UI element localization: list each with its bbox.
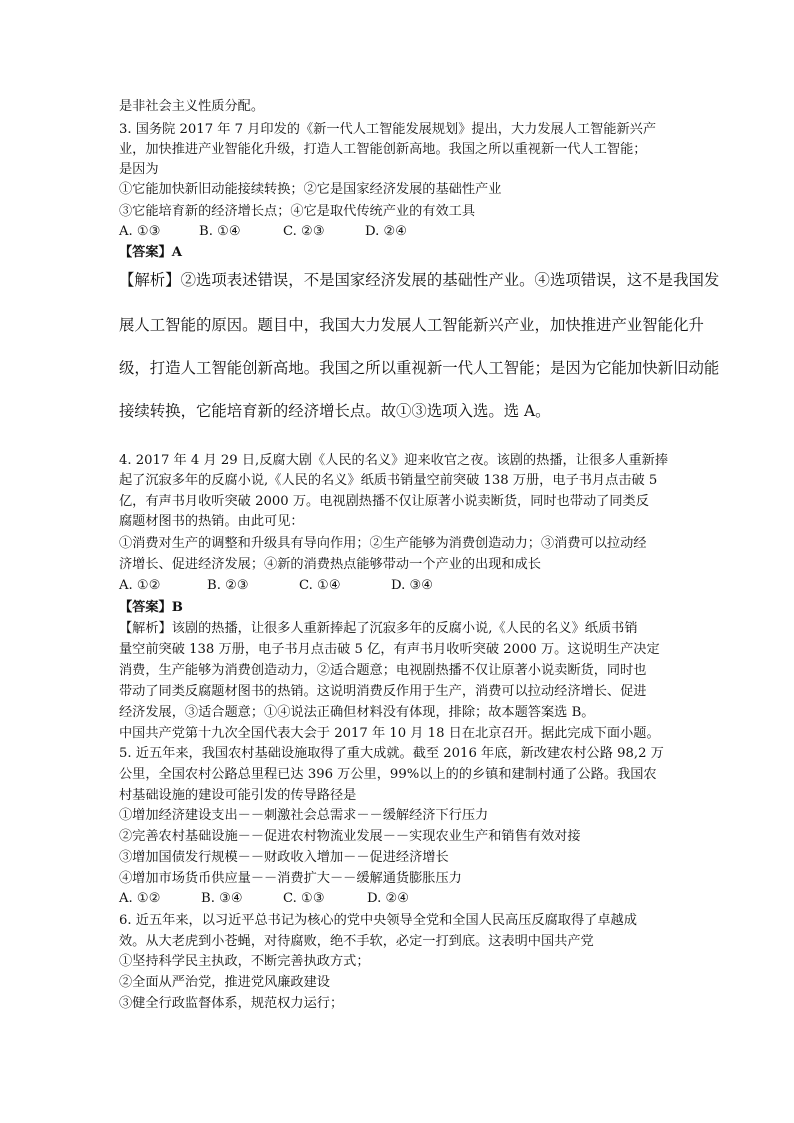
q3-option-a: A. ①③ (119, 224, 161, 239)
intro-text: 是非社会主义性质分配。 (119, 99, 265, 114)
q4-option-d: D. ③④ (391, 578, 434, 593)
q5-stem-line: 5. 近五年来，我国农村基础设施取得了重大成就。截至 2016 年底，新改建农村公路 98,2 万 (119, 746, 664, 761)
q3-analysis-line: 级，打造人工智能创新高地。我国之所以重视新一代人工智能；是因为它能加快新旧动能 (119, 359, 720, 377)
q4-stem-line: 起了沉寂多年的反腐小说,《人民的名义》纸质书销量空前突破 138 万册，电子书月点击破 5 (119, 473, 658, 488)
q3-statement: ①它能加快新旧动能接续转换；②它是国家经济发展的基础性产业 (119, 182, 502, 197)
q4-analysis-line: 【解析】该剧的热播，让很多人重新捧起了沉寂多年的反腐小说,《人民的名义》纸质书销 (119, 621, 638, 636)
q4-option-b: B. ②③ (207, 578, 249, 593)
q5-option-a: A. ①② (119, 891, 161, 906)
q4-stem-line: 4. 2017 年 4 月 29 日,反腐大剧《人民的名义》迎来收官之夜。该剧的热播，让很多人重新捧 (119, 453, 669, 468)
q3-statement: ③它能培育新的经济增长点；④它是取代传统产业的有效工具 (119, 204, 476, 219)
q5-option-c: C. ①③ (283, 891, 325, 906)
q4-stem-line: 亿，有声书月收听突破 2000 万。电视剧热播不仅让原著小说卖断货，同时也带动了同类反 (119, 494, 649, 509)
q5-option-d: D. ②④ (367, 891, 410, 906)
q5-statement: ②完善农村基础设施－－促进农村物流业发展－－实现农业生产和销售有效对接 (119, 829, 581, 844)
q3-analysis-line: 【解析】②选项表述错误，不是国家经济发展的基础性产业。④选项错误，这不是我国发 (119, 271, 720, 289)
q5-option-b: B. ③④ (201, 891, 243, 906)
q5-statement: ①增加经济建设支出－－刺激社会总需求－－缓解经济下行压力 (119, 808, 489, 823)
q4-analysis-line: 量空前突破 138 万册，电子书月点击破 5 亿，有声书月收听突破 2000 万。这说明生产决定 (119, 642, 660, 657)
q5-stem-line: 村基础设施的建设可能引发的传导路径是 (119, 788, 357, 803)
q4-statement: ①消费对生产的调整和升级具有导向作用；②生产能够为消费创造动力；③消费可以拉动经 (119, 536, 647, 551)
q4-statement: 济增长、促进经济发展；④新的消费热点能够带动一个产业的出现和成长 (119, 557, 541, 572)
q4-option-a: A. ①② (119, 578, 161, 593)
q4-analysis-line: 经济发展，③适合题意；①④说法正确但材料没有体现，排除；故本题答案选 B。 (119, 705, 595, 720)
q4-answer: 【答案】B (119, 600, 183, 615)
q6-statement: ②全面从严治党，推进党风廉政建设 (119, 975, 330, 990)
q4-analysis-line: 带动了同类反腐题材图书的热销。这说明消费反作用于生产，消费可以拉动经济增长、促进 (119, 684, 647, 699)
q6-statement: ①坚持科学民主执政，不断完善执政方式； (119, 954, 370, 969)
q5-options (119, 890, 409, 908)
q6-stem-line: 6. 近五年来，以习近平总书记为核心的党中央领导全党和全国人民高压反腐取得了卓越成 (119, 913, 637, 928)
q5-stem-line: 公里，全国农村公路总里程已达 396 万公里，99%以上的的乡镇和建制村通了公路。我国农 (119, 767, 657, 782)
q3-analysis-line: 接续转换，它能培育新的经济增长点。故①③选项入选。选 A。 (119, 402, 551, 420)
q3-answer: 【答案】A (119, 245, 182, 260)
q3-options (119, 223, 407, 241)
q3-analysis-line: 展人工智能的原因。题目中，我国大力发展人工智能新兴产业，加快推进产业智能化升 (119, 316, 704, 334)
q4-options (119, 577, 433, 595)
q5-statement: ④增加市场货币供应量－－消费扩大－－缓解通货膨胀压力 (119, 871, 462, 886)
q4-analysis-line: 消费，生产能够为消费创造动力，②适合题意；电视剧热播不仅让原著小说卖断货，同时也 (119, 663, 647, 678)
q3-option-d: D. ②④ (365, 224, 408, 239)
q3-stem-line: 业，加快推进产业智能化升级，打造人工智能创新高地。我国之所以重视新一代人工智能； (119, 142, 647, 157)
q4-option-c: C. ①④ (299, 578, 341, 593)
q5-statement: ③增加国债发行规模－－财政收入增加－－促进经济增长 (119, 850, 449, 865)
context-text: 中国共产党第十九次全国代表大会于 2017 年 10 月 18 日在北京召开。据此完成下面小题。 (119, 726, 660, 741)
q3-option-b: B. ①④ (199, 224, 241, 239)
q3-stem-line: 是因为 (119, 162, 159, 177)
q6-stem-line: 效。从大老虎到小苍蝇，对待腐败，绝不手软，必定一打到底。这表明中国共产党 (119, 934, 594, 949)
q4-stem-line: 腐题材图书的热销。由此可见： (119, 514, 304, 529)
q6-statement: ③健全行政监督体系，规范权力运行； (119, 996, 344, 1011)
q3-option-c: C. ②③ (283, 224, 325, 239)
q3-stem-line: 3. 国务院 2017 年 7 月印发的《新一代人工智能发展规划》提出，大力发展人工智能新兴产 (119, 122, 657, 137)
